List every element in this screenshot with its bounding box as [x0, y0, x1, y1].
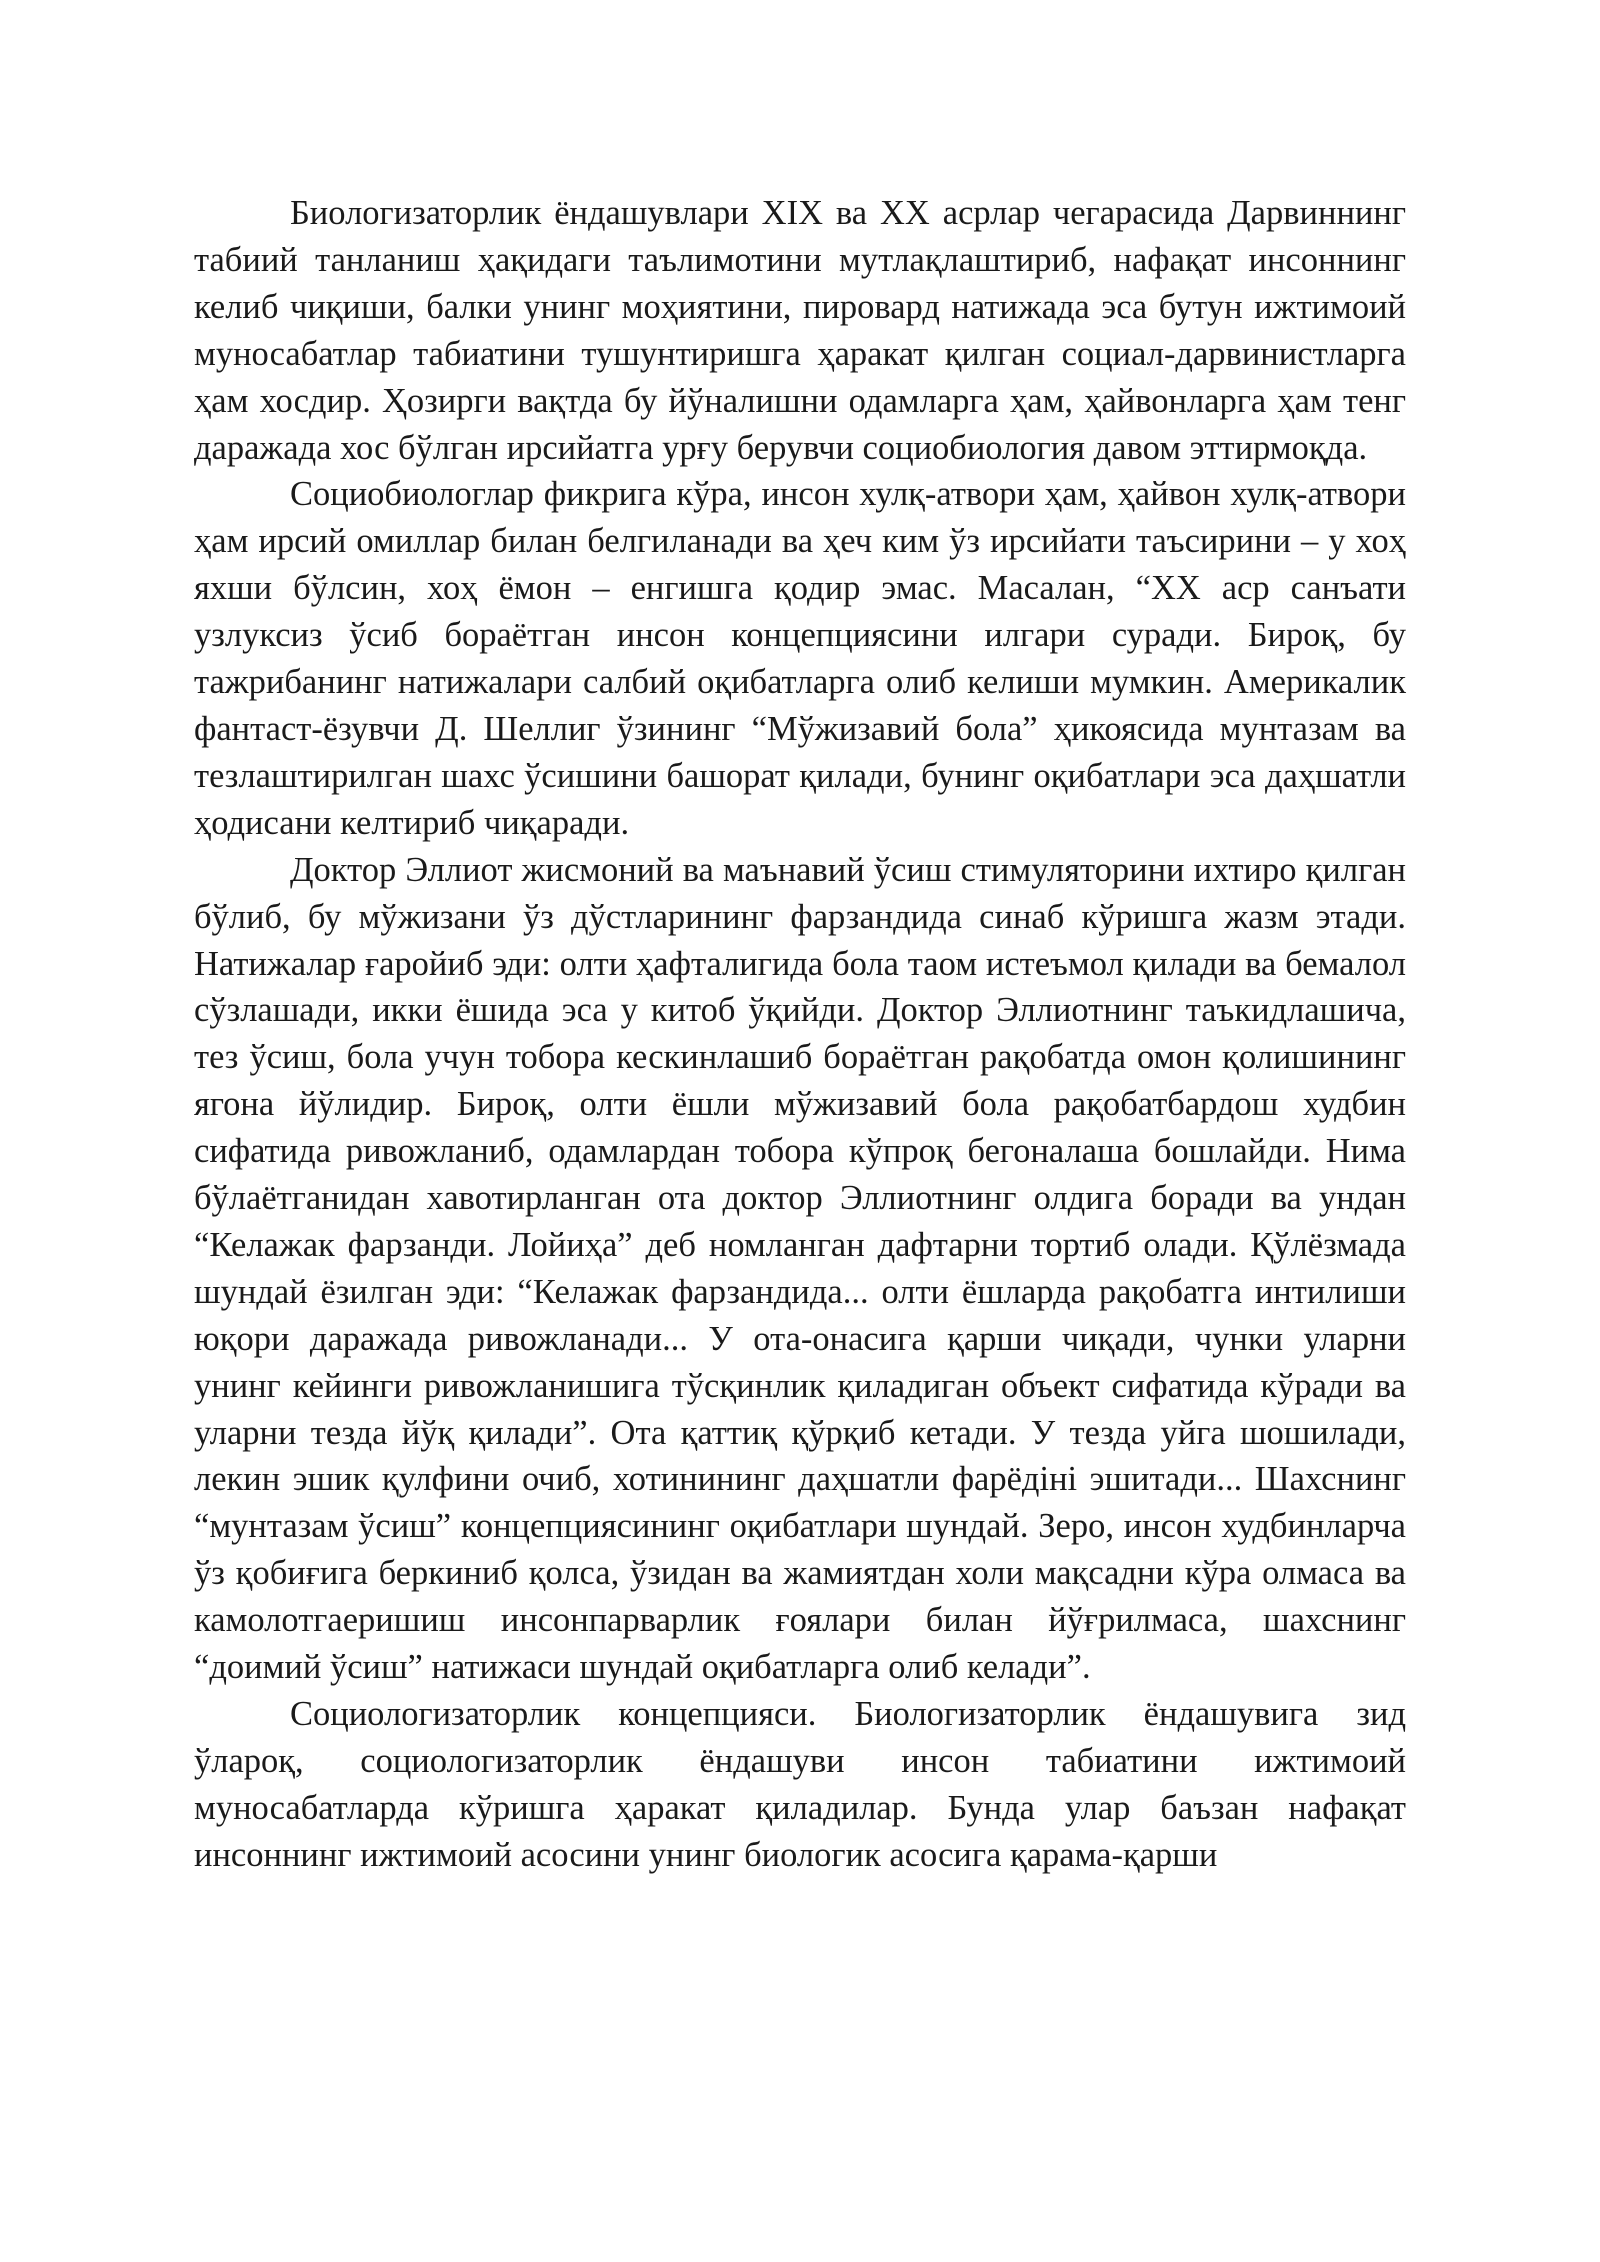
paragraph-doctor-elliot: Доктор Эллиот жисмоний ва маънавий ўсиш стимуляторини ихтиро қилган бўлиб, бу мўжизани ўз дўстларининг фарзандида синаб кўришга жазм этади. Натижалар ғаройиб эди: олти ҳафталигида бола таом истеъмол қилади ва бемалол сўзлашади, икки ёшида эса у китоб ўқийди. Доктор Эллиотнинг таъкидлашича, тез ўсиш, бола учун тобора кескинлашиб бораётган рақобатда омон қолишининг ягона йўлидир. Бироқ, олти ёшли мўжизавий бола рақобатбардош худбин сифатида ривожланиб, одамлардан тобора кўпроқ бегоналаша бошлайди. Нима бўлаётганидан хавотирланган ота доктор Эллиотнинг олдига боради ва ундан “Келажак фарзанди. Лойиҳа” деб номланган дафтарни тортиб олади. Қўлёзмада шундай ёзилган эди: “Келажак фарзандида... олти ёшларда рақобатга интилиши юқори даражада ривожланади... У ота-онасига қарши чиқади, чунки уларни унинг кейинги ривожланишига тўсқинлик қиладиган объект сифатида кўради ва уларни тезда йўқ қилади”. Ота қаттиқ қўрқиб кетади. У тезда уйга шошилади, лекин эшик қулфини очиб, хотинининг даҳшатли фарёдіні эшитади... Шахснинг “мунтазам ўсиш” концепциясининг оқибатлари шундай. Зеро, инсон худбинларча ўз қобиғига беркиниб қолса, ўзидан ва жамиятдан холи мақсадни кўра олмаса ва камолотгаеришиш инсонпарварлик ғоялари билан йўғрилмаса, шахснинг “доимий ўсиш” натижаси шундай оқибатларга олиб келади”.	[194, 850, 1406, 1687]
paragraph-sociologization: Социологизаторлик концепцияси. Биологизаторлик ёндашувига зид ўлароқ, социологизаторлик ёндашуви инсон табиатини ижтимоий муносабатларда кўришга ҳаракат қиладилар. Бунда улар баъзан нафақат инсоннинг ижтимоий асосини унинг биологик асосига қарама-қарши	[194, 1695, 1406, 1874]
paragraph-biologization: Биологизаторлик ёндашувлари XIX ва XX асрлар чегарасида Дарвиннинг табиий танланиш ҳақидаги таълимотини мутлақлаштириб, нафақат инсоннинг келиб чиқиши, балки унинг моҳиятини, пировард натижада эса бутун ижтимоий муносабатлар табиатини тушунтиришга ҳаракат қилган социал-дарвинистларга ҳам хосдир. Ҳозирги вақтда бу йўналишни одамларга ҳам, ҳайвонларга ҳам тенг даражада хос бўлган ирсийатга урғу берувчи социобиология давом эттирмоқда.	[194, 194, 1406, 467]
body-text	[194, 190, 1406, 1879]
paragraph-sociobiologists: Социобиологлар фикрига кўра, инсон хулқ-атвори ҳам, ҳайвон хулқ-атвори ҳам ирсий омиллар билан белгиланади ва ҳеч ким ўз ирсийати таъсирини – у хоҳ яхши бўлсин, хоҳ ёмон – енгишга қодир эмас. Масалан, “ХХ аср санъати узлуксиз ўсиб бораётган инсон концепциясини илгари суради. Бироқ, бу тажрибанинг натижалари салбий оқибатларга олиб келиши мумкин. Америкалик фантаст-ёзувчи Д. Шеллиг ўзининг “Мўжизавий бола” ҳикоясида мунтазам ва тезлаштирилган шахс ўсишини башорат қилади, бунинг оқибатлари эса даҳшатли ҳодисани келтириб чиқаради.	[194, 475, 1406, 842]
